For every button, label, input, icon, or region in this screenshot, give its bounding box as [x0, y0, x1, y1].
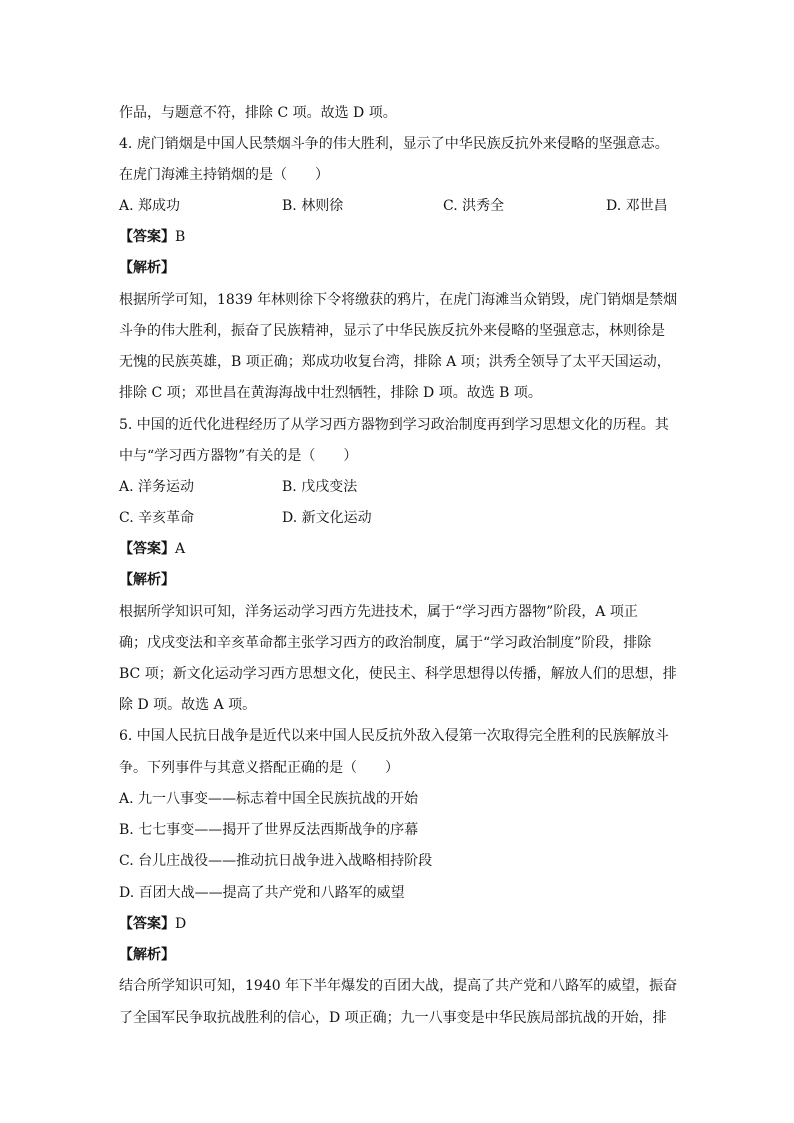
q4-option-c: C. 洪秀全 — [443, 198, 505, 214]
q5-analysis-label: 【解析】 — [119, 572, 175, 588]
q5-analysis-line-3: BC 项；新文化运动学习西方思想文化，使民主、科学思想得以传播，解放人们的思想，排 — [119, 666, 677, 682]
q6-option-a: A. 九一八事变——标志着中国全民族抗战的开始 — [119, 791, 419, 807]
q5-analysis-line-4: 除 D 项。故选 A 项。 — [119, 697, 257, 713]
q5-analysis-line-2: 确；戊戌变法和辛亥革命都主张学习西方的政治制度，属于“学习政治制度”阶段，排除 — [119, 635, 652, 651]
answer-value: D — [175, 916, 187, 932]
q4-answer — [119, 228, 679, 246]
q4-analysis-line-4: 排除 C 项；邓世昌在黄海海战中壮烈牺牲，排除 D 项。故选 B 项。 — [119, 385, 542, 401]
q6-answer — [119, 915, 679, 933]
q4-option-a: A. 郑成功 — [119, 198, 181, 214]
intro-line: 作品，与题意不符，排除 C 项。故选 D 项。 — [119, 105, 397, 121]
q5-analysis-line-1: 根据所学知识可知，洋务运动学习西方先进技术，属于“学习西方器物”阶段，A 项正 — [119, 604, 638, 620]
q5-stem-line-1: 5. 中国的近代化进程经历了从学习西方器物到学习政治制度再到学习思想文化的历程。其 — [119, 417, 669, 433]
q4-analysis-line-1: 根据所学可知，1839 年林则徐下令将缴获的鸦片，在虎门海滩当众销毁，虎门销烟是禁烟 — [119, 292, 678, 308]
q5-option-b: B. 戊戌变法 — [282, 479, 358, 495]
q6-option-b: B. 七七事变——揭开了世界反法西斯战争的序幕 — [119, 822, 419, 838]
q5-option-a: A. 洋务运动 — [119, 479, 195, 495]
q6-option-c: C. 台儿庄战役——推动抗日战争进入战略相持阶段 — [119, 853, 433, 869]
answer-value: A — [175, 541, 186, 557]
answer-label: 【答案】 — [119, 229, 175, 245]
q4-analysis-line-3: 无愧的民族英雄，B 项正确；郑成功收复台湾，排除 A 项；洪秀全领导了太平天国运动， — [119, 354, 671, 370]
q6-analysis-label: 【解析】 — [119, 947, 175, 963]
q6-analysis-line-2: 了全国军民争取抗战胜利的信心，D 项正确；九一八事变是中华民族局部抗战的开始，排 — [119, 1010, 667, 1026]
q4-option-b: B. 林则徐 — [282, 198, 344, 214]
q6-stem-line-2: 争。下列事件与其意义搭配正确的是（ ） — [119, 760, 399, 776]
q6-stem-line-1: 6. 中国人民抗日战争是近代以来中国人民反抗外敌入侵第一次取得完全胜利的民族解放斗 — [119, 728, 669, 744]
q5-option-c: C. 辛亥革命 — [119, 510, 195, 526]
q4-stem-line-2: 在虎门海滩主持销烟的是（ ） — [119, 167, 329, 183]
q6-option-d: D. 百团大战——提高了共产党和八路军的威望 — [119, 885, 405, 901]
q4-analysis-line-2: 斗争的伟大胜利，振奋了民族精神，显示了中华民族反抗外来侵略的坚强意志，林则徐是 — [119, 323, 665, 339]
answer-label: 【答案】 — [119, 541, 175, 557]
answer-label: 【答案】 — [119, 916, 175, 932]
q5-stem-line-2: 中与“学习西方器物”有关的是（ ） — [119, 448, 358, 464]
q5-answer — [119, 540, 679, 558]
q4-option-d: D. 邓世昌 — [606, 198, 668, 214]
q4-analysis-label: 【解析】 — [119, 260, 175, 276]
q5-option-d: D. 新文化运动 — [282, 510, 372, 526]
q4-stem-line-1: 4. 虎门销烟是中国人民禁烟斗争的伟大胜利，显示了中华民族反抗外来侵略的坚强意志。 — [119, 136, 669, 152]
q6-analysis-line-1: 结合所学知识可知，1940 年下半年爆发的百团大战，提高了共产党和八路军的威望，振奋 — [119, 978, 678, 994]
answer-value: B — [175, 229, 186, 245]
